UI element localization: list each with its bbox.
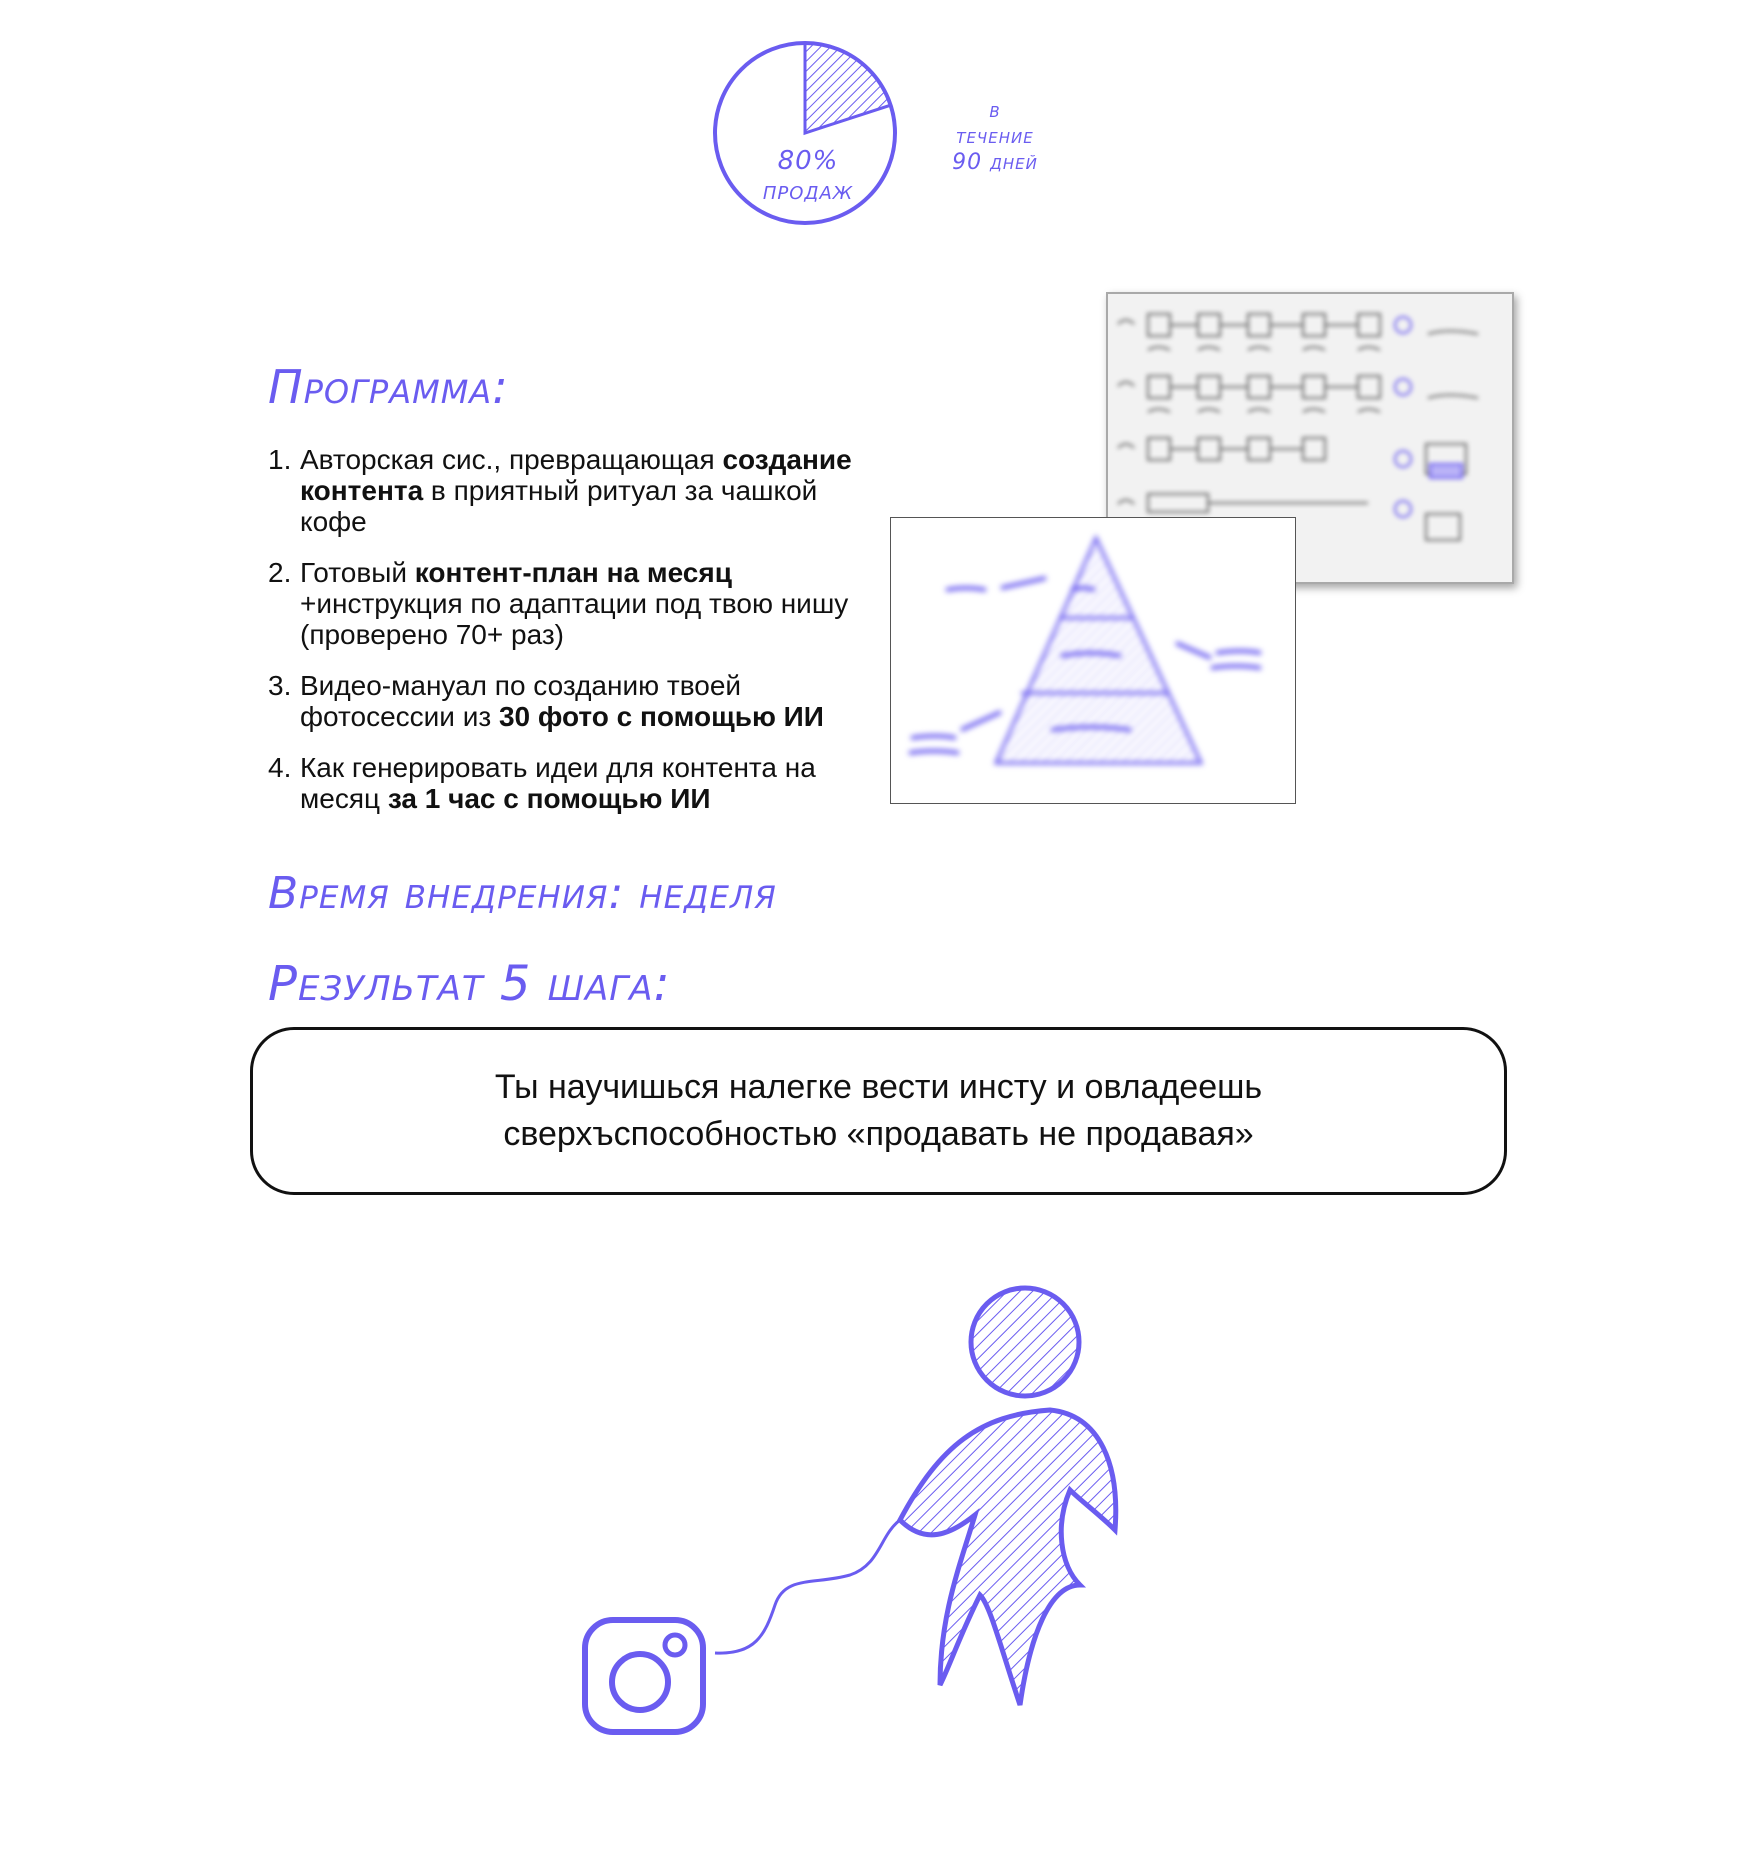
item-text-after: в приятный ритуал за чашкой кофе	[300, 475, 818, 537]
person-with-instagram-illustration	[580, 1285, 1120, 1745]
person-body	[900, 1410, 1116, 1705]
instagram-flash	[665, 1635, 685, 1655]
item-number: 1.	[268, 444, 292, 475]
pie-side-note	[935, 98, 1055, 176]
result-heading: Результат 5 шага:	[268, 956, 671, 1012]
side-note-line-3: 90 дней	[952, 150, 1038, 175]
pie-slice-highlight	[805, 43, 891, 133]
program-item	[268, 752, 868, 814]
instagram-lens	[612, 1654, 668, 1710]
instagram-icon	[585, 1620, 703, 1732]
item-bold-text: контент-план на месяц	[414, 557, 732, 588]
program-item	[268, 444, 868, 537]
item-text: Видео-мануал по созданию твоей фотосессии из	[300, 670, 742, 732]
item-number: 4.	[268, 752, 292, 783]
item-bold-text: за 1 час с помощью ИИ	[387, 783, 711, 814]
item-bold-text: 30 фото с помощью ИИ	[498, 701, 824, 732]
item-text: Готовый	[300, 557, 415, 588]
side-note-line-2: течение	[956, 124, 1034, 149]
item-number: 3.	[268, 670, 292, 701]
program-list	[268, 444, 868, 834]
pie-caption: продаж	[762, 176, 854, 206]
result-text: Ты научишься налегке вести инсту и овладеешь сверхъспособностью «продавать не продавая»	[494, 1068, 1263, 1153]
item-text: Авторская сис., превращающая	[300, 444, 723, 475]
item-text: Как генерировать идеи для контента на месяц	[300, 752, 816, 814]
scheme-row	[1148, 314, 1380, 350]
program-item	[268, 670, 868, 732]
implementation-time-heading: Время внедрения: неделя	[268, 868, 777, 919]
pyramid-sketch-image	[890, 517, 1296, 804]
side-note-line-1: в	[989, 98, 1001, 123]
cable	[715, 1520, 900, 1653]
pie-label	[738, 146, 878, 206]
program-item	[268, 557, 868, 650]
item-text-after: +инструкция по адаптации под твою нишу (проверено 70+ раз)	[300, 588, 849, 650]
pyramid-sketch	[891, 518, 1295, 803]
person-head	[971, 1288, 1079, 1396]
item-number: 2.	[268, 557, 292, 588]
item-bold-text: создание контента	[300, 444, 852, 506]
result-box	[250, 1027, 1507, 1195]
pie-value: 80%	[777, 146, 839, 176]
program-heading: Программа:	[268, 360, 509, 414]
